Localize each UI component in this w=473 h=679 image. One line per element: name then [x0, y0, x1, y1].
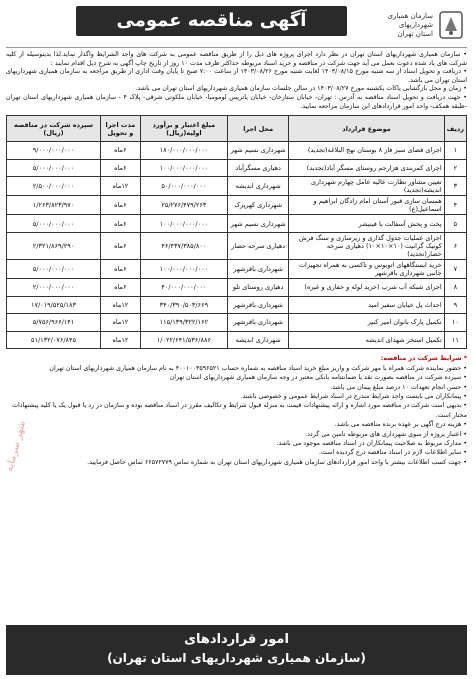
table-row — [7, 142, 467, 160]
cell-location: شهرداری باقرشهر — [228, 314, 289, 332]
col-header-row-number: ردیف — [444, 116, 466, 142]
cell-deposit: ۲/۵۰۰/۰۰۰/۰۰۰ — [7, 177, 101, 196]
condition-item: • جهت کسب اطلاعات بیشتر با واحد امور قراردادهای سازمان همیاری شهرداریهای استان تهران به شماره تماس ۶۶۵۷۲۷۷۹ تماس حاصل فرمایید. — [87, 458, 467, 466]
condition-item: • حسن انجام تعهدات ۱۰ درصد مبلغ پیمان می باشد. — [330, 383, 467, 391]
cell-budget: ۳۴۰/۳۹۰/۵۰۳/۶۶۹ — [140, 296, 227, 314]
cell-budget: ۲۵/۲۷۶/۴۷۹/۲۶۳ — [140, 196, 227, 215]
cell-duration: ۶ماه — [101, 142, 141, 160]
cell-location: شهرداری اندیشه — [228, 331, 289, 349]
cell-subject: تکمیل استخر شهدای اندیشه — [289, 331, 444, 349]
cell-subject: همسان سازی قبور آستان امام زادگان ابراهیم و اسماعیل(ع) — [289, 196, 444, 215]
cell-subject: اجرای شبکه آب شرب (خرید لوله و حفاری و غیره) — [289, 278, 444, 296]
cell-budget: ۱۱۵/۱۳۹/۳۲۲/۱۶۲ — [140, 314, 227, 332]
intro-paragraph: • دریافت و تحویل اسناد از سه شنبه مورخ ۱۴۰۳/۰۸/۱۵ لغایت شنبه مورخ ۱۴۰۳/۰۸/۲۶ از ساعت ۷:۰۰ صبح تا پایان وقت اداری از طریق مراجعه به سازمان همیاری شهرداریهای استان تهران می باشد. — [6, 68, 467, 84]
table-row — [7, 296, 467, 314]
cell-deposit: ۵/۰۰۰/۰۰۰/۰۰۰ — [7, 159, 101, 177]
cell-location: دهیاری مسگرآباد — [228, 159, 289, 177]
cell-deposit: ۹/۰۰۰/۰۰۰/۰۰۰ — [7, 142, 101, 160]
cell-subject: اجرای عملیات جدول گذاری و زیرسازی و سنگ فرش کوبیک گرانیت (۱۰×۱۰×۱۰) دهیاری سرخه حصار(تجدید) — [289, 232, 444, 259]
cell-row-number: ۵ — [444, 215, 466, 233]
col-header-budget: مبلغ اعتبار و برآورد اولیه(ریال) — [140, 116, 227, 142]
cell-row-number: ۱ — [444, 142, 466, 160]
table-row — [7, 259, 467, 278]
cell-subject: اجرای فضای سبز فاز ۸ بوستان نهج البلاغه(تجدید) — [289, 142, 444, 160]
condition-item: • سپرده شرکت در مناقصه بصورت نقد یا ضمانتنامه بانکی معتبر در وجه سازمان همیاری شهرداریهای استان تهران — [169, 374, 467, 382]
cell-row-number: ۱۱ — [444, 331, 466, 349]
cell-subject: خرید ایستگاههای اتوبوس و تاکسی به همراه تجهیزات جانبی شهرداری باقرشهر — [289, 259, 444, 278]
logo-line1: سازمان همیاری شهرداریهای — [387, 11, 433, 29]
tender-table — [6, 115, 467, 349]
cell-duration: ۱۲ماه — [101, 314, 141, 332]
cell-deposit: ۵۱/۱۳۲/۰۷۶/۸۴۵ — [7, 331, 101, 349]
watermark: شهر سرمایه — [4, 419, 29, 473]
cell-budget: ۴۶/۴۳۷/۳۸۵/۸۰۰ — [140, 232, 227, 259]
intro-paragraph: • زمان و محل بازگشایی پاکات یکشنبه مورخ ۱۴۰۳/۰۸/۲۷ در سالن جلسات سازمان همیاری شهرداریهای استان تهران می باشد. — [135, 85, 467, 93]
cell-duration: ۶ماه — [101, 278, 141, 296]
footer-banner — [6, 625, 467, 675]
cell-budget: ۱۰۰/۰۰۰/۰۰۰/۰۰۰ — [140, 215, 227, 233]
cell-subject: پخت و پخش آسفالت با فینیشر — [289, 215, 444, 233]
cell-location: شهرداری نسیم شهر — [228, 142, 289, 160]
cell-duration: ۱۲ماه — [101, 296, 141, 314]
table-row — [7, 314, 467, 332]
table-header-row — [7, 116, 467, 142]
cell-row-number: ۶ — [444, 232, 466, 259]
cell-row-number: ۴ — [444, 196, 466, 215]
cell-budget: ۵۰/۰۰۰/۰۰۰/۰۰۰ — [140, 177, 227, 196]
intro-paragraph: • سازمان همیاری شهرداریهای استان تهران در نظر دارد اجرای پروژه های ذیل را از طریق مناقصه عمومی به شرکت های واجد الشرایط واگذار نماید.لذا بدینوسیله از کلیه شرکت های یاد شده دعوت بعمل می آید جهت شرکت در مناقصه و خرید اسناد مربوطه حداکثر ظرف مدت ۱۰ روز از تاریخ چاپ آگهی به شرح ذیل اقدام نمایند : — [6, 51, 467, 67]
cell-row-number: ۲ — [444, 159, 466, 177]
condition-item: • سایر اطلاعات لازم در اسناد مناقصه درج گردیده است. — [318, 449, 467, 457]
table-row — [7, 215, 467, 233]
cell-budget: ۱۰۰/۰۰۰/۰۰۰/۰۰۰ — [140, 259, 227, 278]
logo-caption — [355, 12, 433, 39]
col-header-deposit: سپرده شرکت در مناقصه (ریال) — [7, 116, 101, 142]
cell-deposit: ۲/۰۰۰/۰۰۰/۰۰۰ — [7, 278, 101, 296]
cell-duration: ۶ماه — [101, 159, 141, 177]
cell-duration: ۱۲ماه — [101, 331, 141, 349]
cell-deposit: ۲/۳۲۱/۸۶۹/۲۹۰ — [7, 232, 101, 259]
cell-subject: اجرای کمربندی هزارجم روستای مسگر آباد(تجدید) — [289, 159, 444, 177]
cell-budget: ۱۸۰/۰۰۰/۰۰۰/۰۰۰ — [140, 142, 227, 160]
cell-row-number: ۹ — [444, 296, 466, 314]
emblem-icon — [437, 9, 465, 41]
table-row — [7, 278, 467, 296]
condition-item: • اعتبار پروژه از سوی شهرداری های مربوطه تامین می گردد. — [305, 430, 467, 438]
cell-location: شهرداری باقرشهر — [228, 259, 289, 278]
col-header-location: محل اجرا — [228, 116, 289, 142]
cell-budget: ۱/۰۲۲/۶۴۱/۵۳۶/۸۸۶ — [140, 331, 227, 349]
cell-duration: ۶ماه — [101, 232, 141, 259]
cell-location: دهیاری روستای تلو — [228, 278, 289, 296]
cell-subject: تکمیل پارک بانوان امیر کبیر — [289, 314, 444, 332]
cell-deposit: ۱/۲۶۳/۸۲۳/۹۷۰ — [7, 196, 101, 215]
cell-row-number: ۸ — [444, 278, 466, 296]
cell-deposit: ۱۷/۰۱۹/۵۲۵/۱۸۳ — [7, 296, 101, 314]
cell-budget: ۱۰۰/۰۰۰/۰۰۰/۰۰۰ — [140, 159, 227, 177]
condition-item: • مدارک مربوط به صلاحیت پیمانکاران در اسناد مناقصه موجود می باشد. — [276, 439, 467, 447]
condition-item: • هزینه درج آگهی بر عهده برنده مناقصه می باشد. — [334, 421, 467, 429]
table-row — [7, 232, 467, 259]
intro-paragraph: • جهت دریافت و تحویل اسناد مناقصه به آدرس : تهران- خیابان ستارخان- خیابان پاتریس لومومبا- خیابان ملکوتی شرقی- پلاک ۴ - سازمان همیاری شهرداریهای استان تهران -طبقه همکف- واحد امور قراردادهای این سازمان مراجعه نمایید. — [6, 93, 467, 110]
notice-header — [6, 4, 467, 48]
condition-item: • پیمانکاران می بایست واجد شرایط مندرج در اسناد شرایط عمومی و خصوصی باشند. — [240, 392, 467, 400]
cell-row-number: ۷ — [444, 259, 466, 278]
cell-deposit: ۵/۰۰۰/۰۰۰/۰۰۰ — [7, 259, 101, 278]
cell-location: شهرداری کهریزک — [228, 196, 289, 215]
table-row — [7, 177, 467, 196]
logo-line2: استان تهران — [397, 29, 433, 38]
footer-line1: امور قراردادهای — [184, 632, 289, 647]
cell-duration: ۶ماه — [101, 259, 141, 278]
cell-deposit: ۵/۰۰۰/۰۰۰/۰۰۰ — [7, 215, 101, 233]
cell-subject: تعیین مشاور نظارت عالیه عامل چهارم شهرداری اندیشه(تجدید) — [289, 177, 444, 196]
cell-subject: احداث پل خیابان سفیر امید — [289, 296, 444, 314]
col-header-duration: مدت اجرا و تحویل — [101, 116, 141, 142]
cell-duration: ۶ماه — [101, 215, 141, 233]
notice-title: آگهی مناقصه عمومی — [76, 6, 347, 36]
conditions-title: * شرایط شرکت در مناقصه: — [380, 355, 467, 363]
cell-location: دهیاری سرخه حصار — [228, 232, 289, 259]
intro-paragraphs — [6, 51, 467, 111]
condition-item: • حضور نماینده شرکت همراه با مهر شرکت و واریز مبلغ خرید اسناد مناقصه به شماره حساب ۴۰۰۱۰۰۳۵۹۶۵۲۱ به نام سازمان همیاری شهرداریهای استان تهران — [49, 364, 467, 372]
organization-logo — [355, 6, 465, 44]
condition-item: • بدیهی است شرکت در مناقصه مورد اشاره و ارائه پیشنهادات قیمت به منزله قبول شرایط و تکالیف مقرر در اسناد مناقصه بوده و سازمان در رد یا قبول یک یا کلیه پیشنهادات مختار است. — [12, 402, 467, 419]
footer-line2: (سازمان همیاری شهرداریهای استان تهران) — [107, 651, 366, 665]
cell-row-number: ۳ — [444, 177, 466, 196]
cell-location: شهرداری باقرشهر — [228, 296, 289, 314]
cell-location: شهرداری نسیم شهر — [228, 215, 289, 233]
cell-duration: ۱۲ماه — [101, 177, 141, 196]
cell-duration: ۶ماه — [101, 196, 141, 215]
col-header-subject: موضوع قرارداد — [289, 116, 444, 142]
table-body — [7, 142, 467, 349]
cell-budget: ۴۰/۰۰۰/۰۰۰/۰۰۰ — [140, 278, 227, 296]
table-row — [7, 196, 467, 215]
conditions-section — [6, 354, 467, 467]
cell-row-number: ۱۰ — [444, 314, 466, 332]
table-row — [7, 159, 467, 177]
cell-deposit: ۵/۷۵۶/۹۶۶/۱۴۱ — [7, 314, 101, 332]
table-row — [7, 331, 467, 349]
cell-location: شهرداری اندیشه — [228, 177, 289, 196]
